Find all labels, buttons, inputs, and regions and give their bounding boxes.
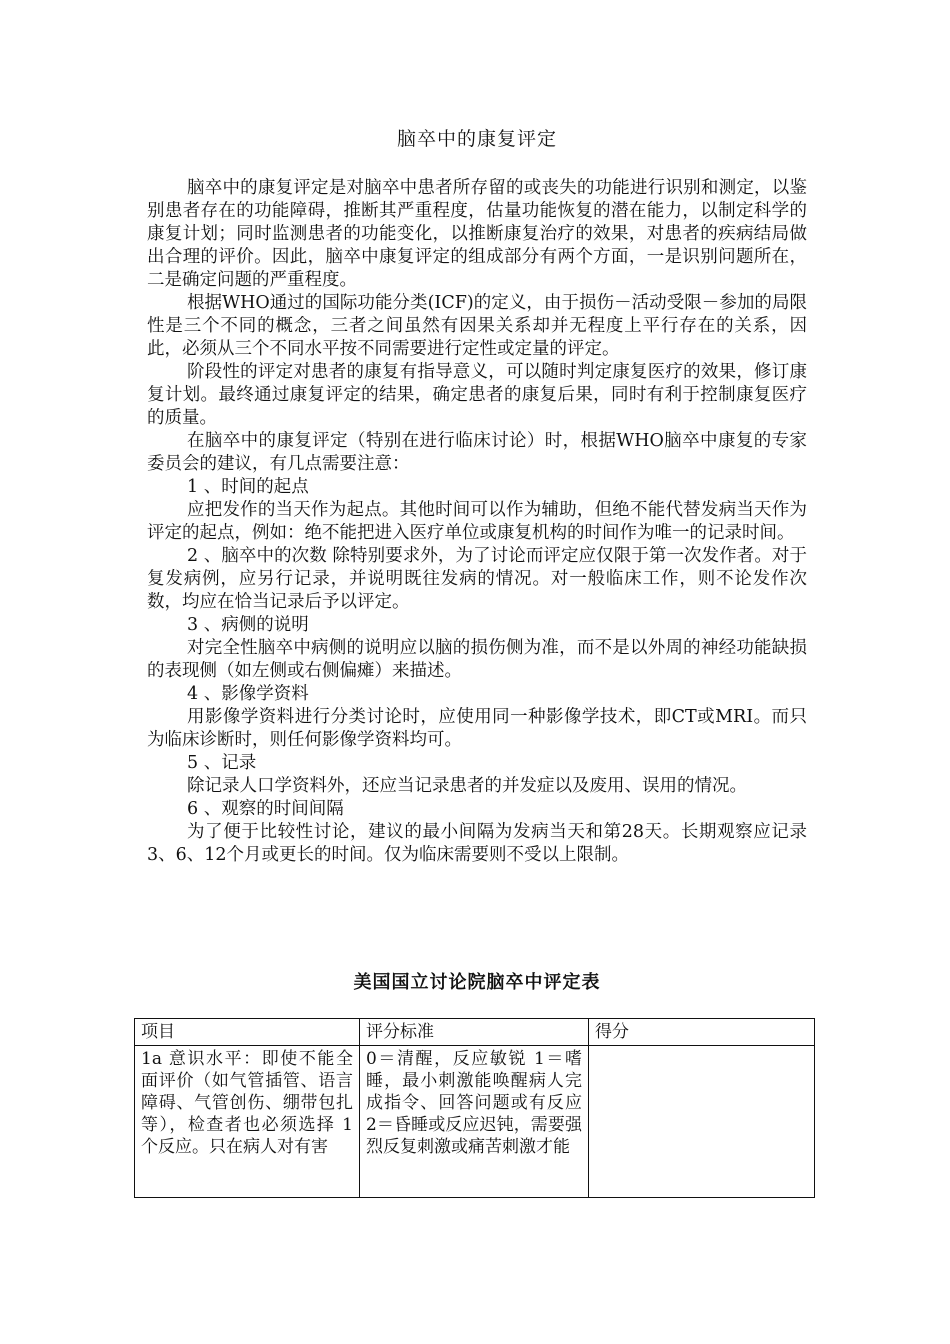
paragraph-staged: 阶段性的评定对患者的康复有指导意义，可以随时判定康复医疗的效果，修订康复计划。最终通过康复评定的结果，确定患者的康复后果，同时有利于控制康复医疗的质量。 xyxy=(147,362,807,428)
heading-side: 3 、病侧的说明 xyxy=(187,615,309,635)
paragraph-icf: 根据WHO通过的国际功能分类(ICF)的定义，由于损伤－活动受限－参加的局限性是三个不同的概念，三者之间虽然有因果关系却并无程度上平行存在的关系，因此，必须从三个不同水平按不同需要进行定性或定量的评定。 xyxy=(147,293,807,359)
paragraph-stroke-count: 2 、脑卒中的次数 除特别要求外，为了讨论而评定应仅限于第一次发作者。对于复发病例，应另行记录，并说明既往发病的情况。对一般临床工作，则不论发作次数，均应在恰当记录后予以评定。 xyxy=(147,546,807,612)
table-title: 美国国立讨论院脑卒中评定表 xyxy=(353,972,601,993)
heading-interval: 6 、观察的时间间隔 xyxy=(187,799,344,819)
nihss-table xyxy=(134,1018,815,1198)
paragraph-side: 对完全性脑卒中病侧的说明应以脑的损伤侧为准，而不是以外周的神经功能缺损的表现侧（如左侧或右侧偏瘫）来描述。 xyxy=(147,638,807,681)
header-item: 项目 xyxy=(135,1019,360,1046)
table-header-row xyxy=(135,1019,815,1046)
page-title: 脑卒中的康复评定 xyxy=(396,128,557,150)
header-score: 得分 xyxy=(589,1019,815,1046)
paragraph-who: 在脑卒中的康复评定（特别在进行临床讨论）时，根据WHO脑卒中康复的专家委员会的建议，有几点需要注意： xyxy=(147,431,807,474)
body-text xyxy=(147,177,807,867)
header-criteria: 评分标准 xyxy=(360,1019,589,1046)
table-row xyxy=(135,1046,815,1198)
cell-score xyxy=(589,1046,815,1198)
document-body xyxy=(147,124,807,867)
table-title-wrap xyxy=(147,968,807,994)
paragraph-record: 除记录人口学资料外，还应当记录患者的并发症以及废用、误用的情况。 xyxy=(187,776,747,796)
heading-time-start: 1 、时间的起点 xyxy=(187,477,309,497)
cell-criteria: 0＝清醒，反应敏锐 1＝嗜睡，最小刺激能唤醒病人完成指令、回答问题或有反应 2＝昏睡或反应迟钝，需要强烈反复刺激或痛苦刺激才能 xyxy=(360,1046,589,1198)
paragraph-interval: 为了便于比较性讨论，建议的最小间隔为发病当天和第28天。长期观察应记录3、6、12个月或更长的时间。仅为临床需要则不受以上限制。 xyxy=(147,822,807,865)
heading-imaging: 4 、影像学资料 xyxy=(187,684,309,704)
paragraph-intro: 脑卒中的康复评定是对脑卒中患者所存留的或丧失的功能进行识别和测定，以鉴别患者存在的功能障碍，推断其严重程度，估量功能恢复的潜在能力，以制定科学的康复计划；同时监测患者的功能变化，以推断康复治疗的效果，对患者的疾病结局做出合理的评价。因此，脑卒中康复评定的组成部分有两个方面，一是识别问题所在，二是确定问题的严重程度。 xyxy=(147,178,807,290)
paragraph-time-start: 应把发作的当天作为起点。其他时间可以作为辅助，但绝不能代替发病当天作为评定的起点，例如：绝不能把进入医疗单位或康复机构的时间作为唯一的记录时间。 xyxy=(147,500,807,543)
heading-record: 5 、记录 xyxy=(187,753,257,773)
cell-item: 1a 意识水平：即使不能全面评价（如气管插管、语言障碍、气管创伤、绷带包扎等），检查者也必须选择 1 个反应。只在病人对有害 xyxy=(135,1046,360,1198)
paragraph-imaging: 用影像学资料进行分类讨论时，应使用同一种影像学技术，即CT或MRI。而只为临床诊断时，则任何影像学资料均可。 xyxy=(147,707,807,750)
